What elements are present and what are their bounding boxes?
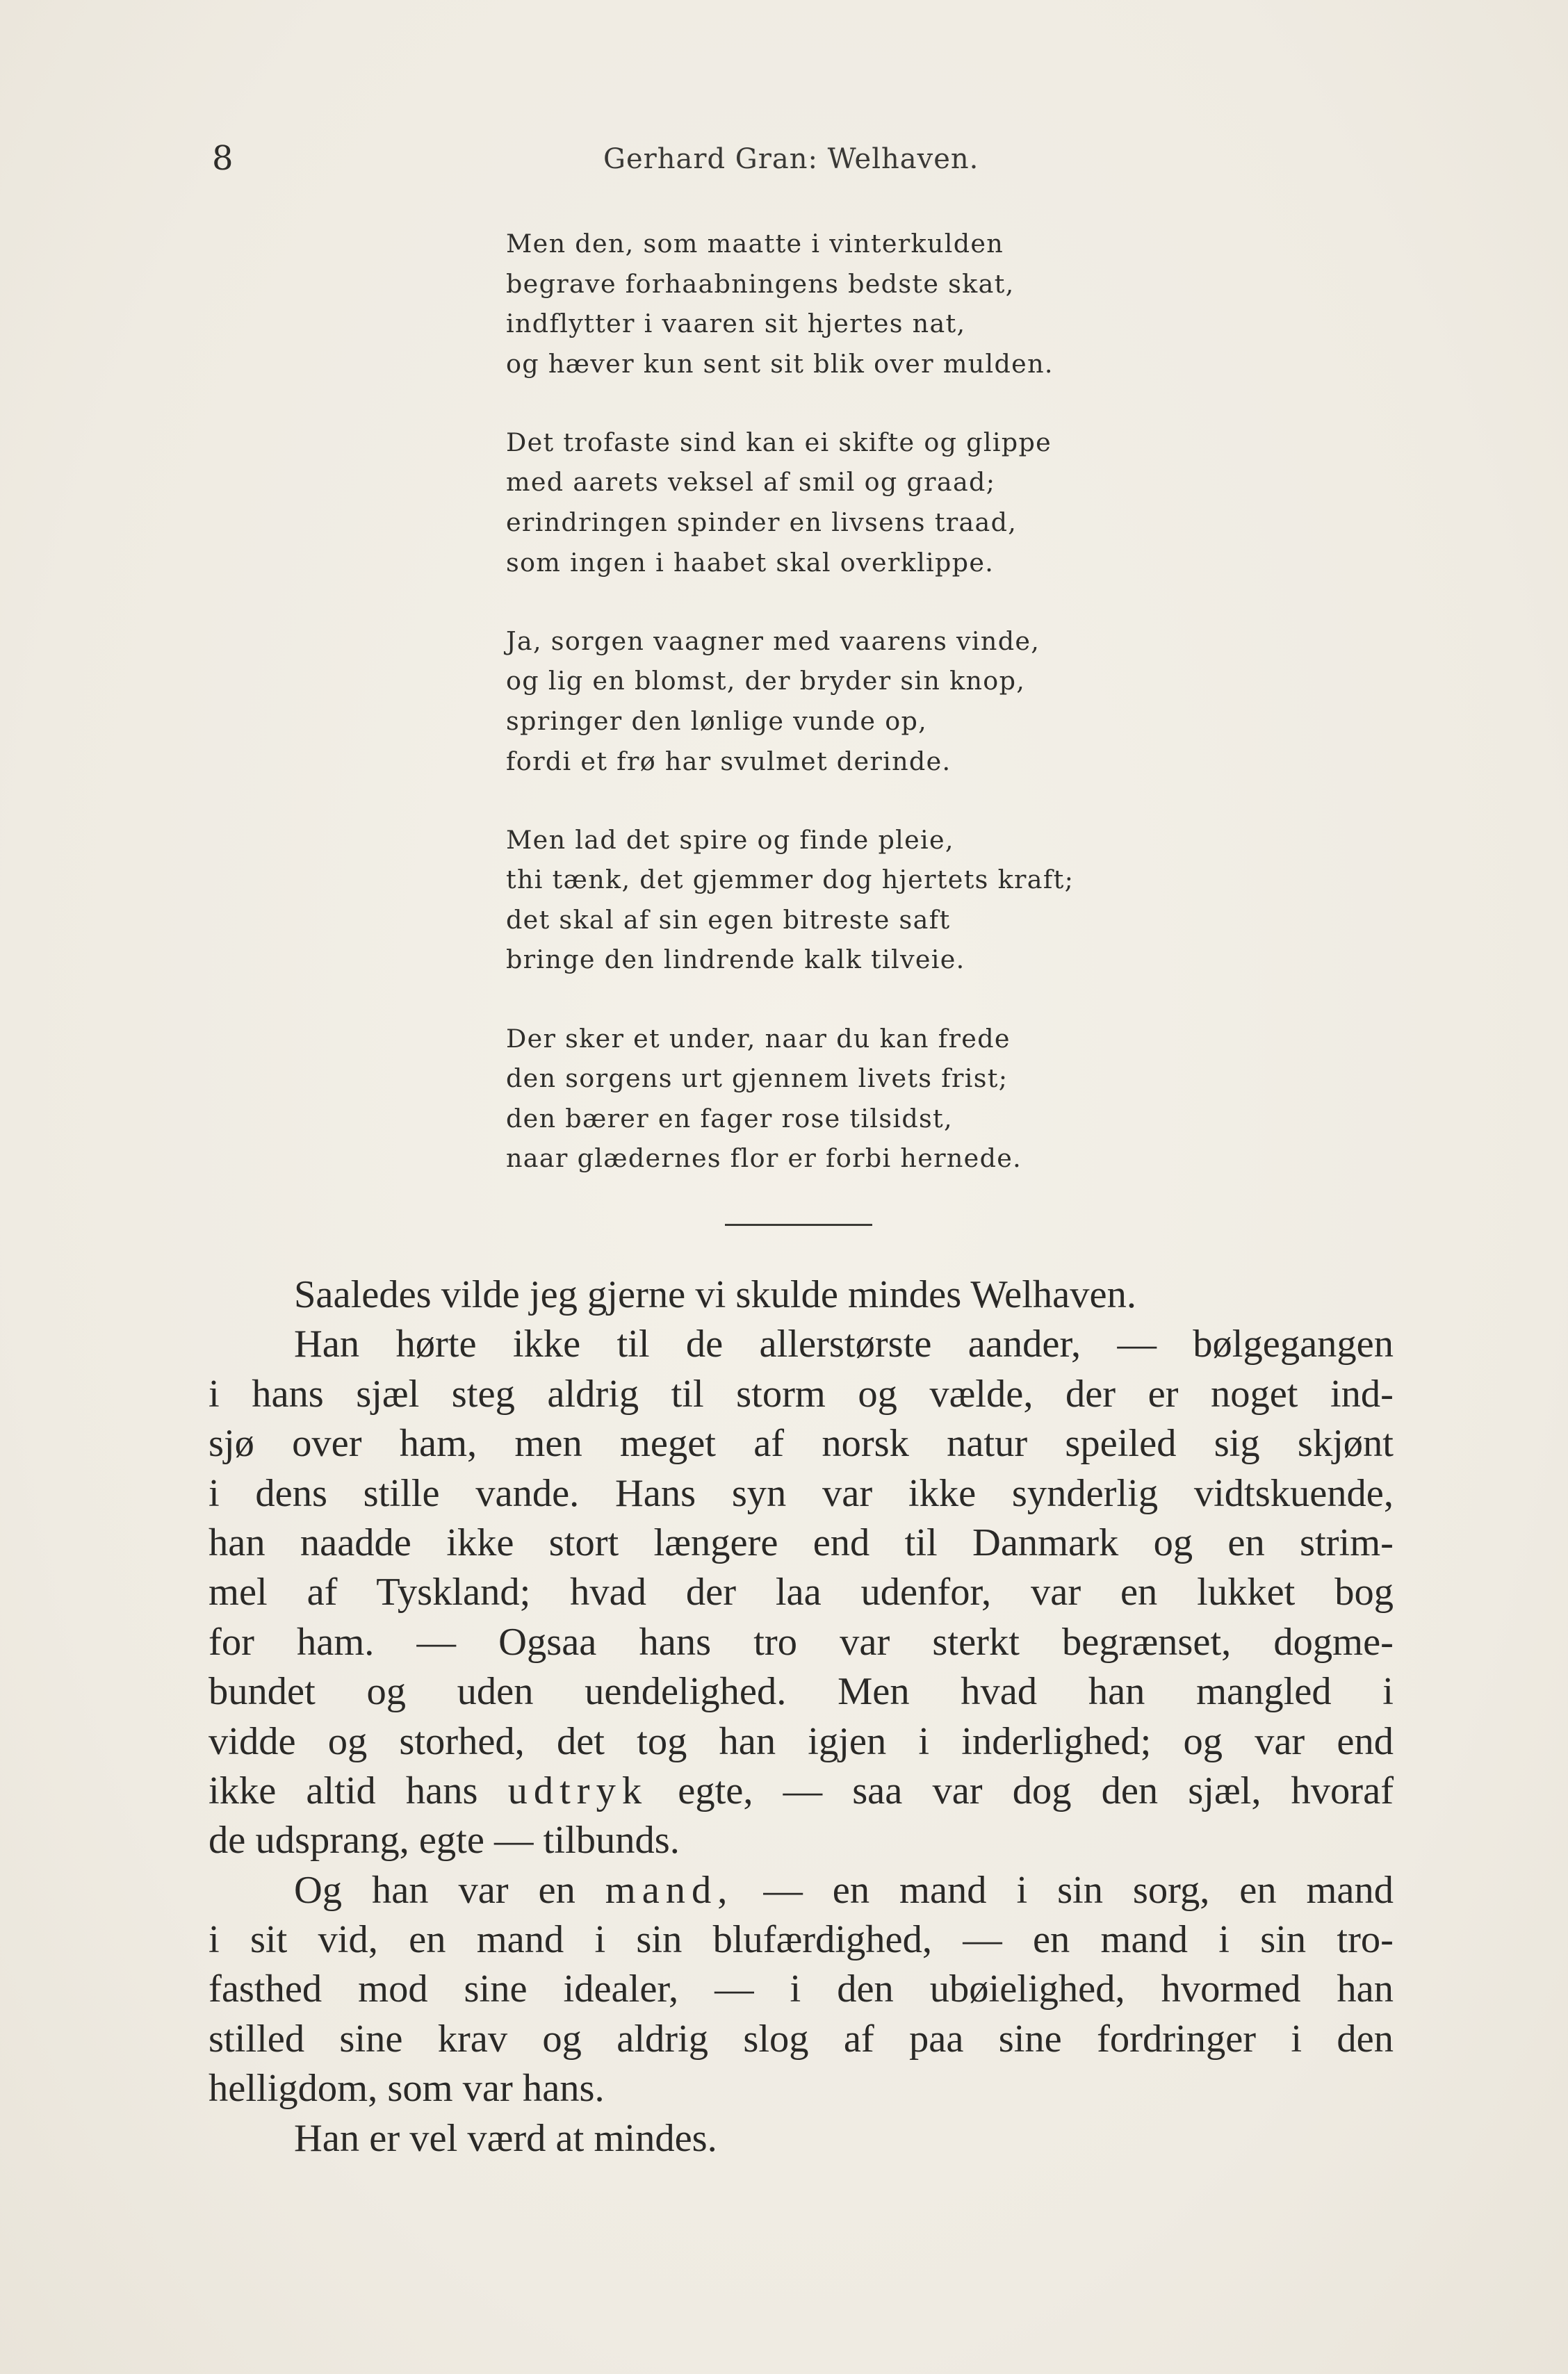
prose-line: i hans sjæl steg aldrig til storm og vælde, der er noget ind- xyxy=(209,1372,1394,1416)
prose-line: for ham. — Ogsaa hans tro var sterkt begrænset, dogme- xyxy=(209,1620,1394,1664)
running-head: Gerhard Gran: Welhaven. xyxy=(603,143,979,175)
poem-line: fordi et frø har svulmet derinde. xyxy=(506,746,952,776)
poem-line: med aarets veksel af smil og graad; xyxy=(506,467,996,498)
paragraph xyxy=(209,1320,1394,1865)
poem-line: den sorgens urt gjennem livets frist; xyxy=(506,1063,1008,1094)
poem-line: det skal af sin egen bitreste saft xyxy=(506,904,951,935)
prose-line: bundet og uden uendelighed. Men hvad han mangled i xyxy=(209,1670,1394,1714)
prose-line: mel af Tyskland; hvad der laa udenfor, var en lukket bog xyxy=(209,1571,1394,1614)
poem-line: Men lad det spire og finde pleie, xyxy=(506,824,954,855)
prose-text: — en mand i sin sorg, en mand xyxy=(763,1868,1394,1912)
prose-line: de udsprang, egte — tilbunds. xyxy=(209,1819,680,1863)
prose-line: Han er vel værd at mindes. xyxy=(294,2116,717,2160)
prose-line: Han hørte ikke til de allerstørste aander, — bølgegangen xyxy=(294,1323,1394,1366)
poem-stanza xyxy=(506,224,1201,384)
poem-line: begrave forhaabningens bedste skat, xyxy=(506,268,1015,299)
poem-line: springer den lønlige vunde op, xyxy=(506,705,928,736)
poem-line: og lig en blomst, der bryder sin knop, xyxy=(506,666,1026,696)
page-header xyxy=(212,139,1394,188)
prose-text: Og han var en xyxy=(294,1868,575,1912)
section-divider xyxy=(725,1224,872,1226)
prose-line: vidde og storhed, det tog han igjen i inderlighed; og var end xyxy=(209,1719,1394,1763)
prose-line: fasthed mod sine idealer, — i den ubøielighed, hvormed han xyxy=(209,1967,1394,2011)
poem-stanza xyxy=(506,820,1201,980)
poem-line: Det trofaste sind kan ei skifte og glippe xyxy=(506,427,1052,457)
poem-line: Der sker et under, naar du kan frede xyxy=(506,1023,1011,1054)
prose-line: helligdom, som var hans. xyxy=(209,2067,605,2111)
prose-line: Saaledes vilde jeg gjerne vi skulde mindes Welhaven. xyxy=(294,1273,1136,1316)
poem-stanza xyxy=(506,1019,1201,1179)
poem-line: Men den, som maatte i vinterkulden xyxy=(506,229,1004,259)
poem-line: bringe den lindrende kalk tilveie. xyxy=(506,944,965,975)
poem-line: som ingen i haabet skal overklippe. xyxy=(506,547,995,578)
poem-line: indflytter i vaaren sit hjertes nat, xyxy=(506,309,966,339)
prose-line: stilled sine krav og aldrig slog af paa sine fordringer i den xyxy=(209,2017,1394,2061)
prose-line: sjø over ham, men meget af norsk natur speiled sig skjønt xyxy=(209,1422,1394,1466)
prose-body xyxy=(209,1270,1394,2163)
poem-line: den bærer en fager rose tilsidst, xyxy=(506,1103,953,1133)
paragraph xyxy=(209,1270,1394,1320)
prose-line: i sit vid, en mand i sin blufærdighed, — en mand i sin tro- xyxy=(209,1918,1394,1962)
poem-line: erindringen spinder en livsens traad, xyxy=(506,507,1018,538)
prose-text: ikke altid hans xyxy=(209,1769,478,1812)
poem xyxy=(506,224,1201,1217)
prose-line xyxy=(209,1767,1394,1816)
poem-stanza xyxy=(506,621,1201,781)
paragraph xyxy=(209,2114,1394,2163)
emphasized-word: mand, xyxy=(605,1868,734,1912)
prose-line: i dens stille vande. Hans syn var ikke synderlig vidtskuende, xyxy=(209,1471,1394,1515)
paragraph xyxy=(209,1866,1394,2114)
poem-line: thi tænk, det gjemmer dog hjertets kraft; xyxy=(506,865,1075,895)
prose-line: han naadde ikke stort længere end til Danmark og en strim- xyxy=(209,1521,1394,1564)
prose-line xyxy=(209,1866,1394,1915)
poem-line: naar glædernes flor er forbi hernede. xyxy=(506,1143,1022,1174)
page-number: 8 xyxy=(212,139,234,178)
poem-line: Ja, sorgen vaagner med vaarens vinde, xyxy=(506,625,1040,656)
emphasized-word: udtryk xyxy=(507,1769,648,1812)
poem-stanza xyxy=(506,423,1201,582)
poem-line: og hæver kun sent sit blik over mulden. xyxy=(506,348,1054,379)
prose-text: egte, — saa var dog den sjæl, hvoraf xyxy=(678,1769,1394,1812)
